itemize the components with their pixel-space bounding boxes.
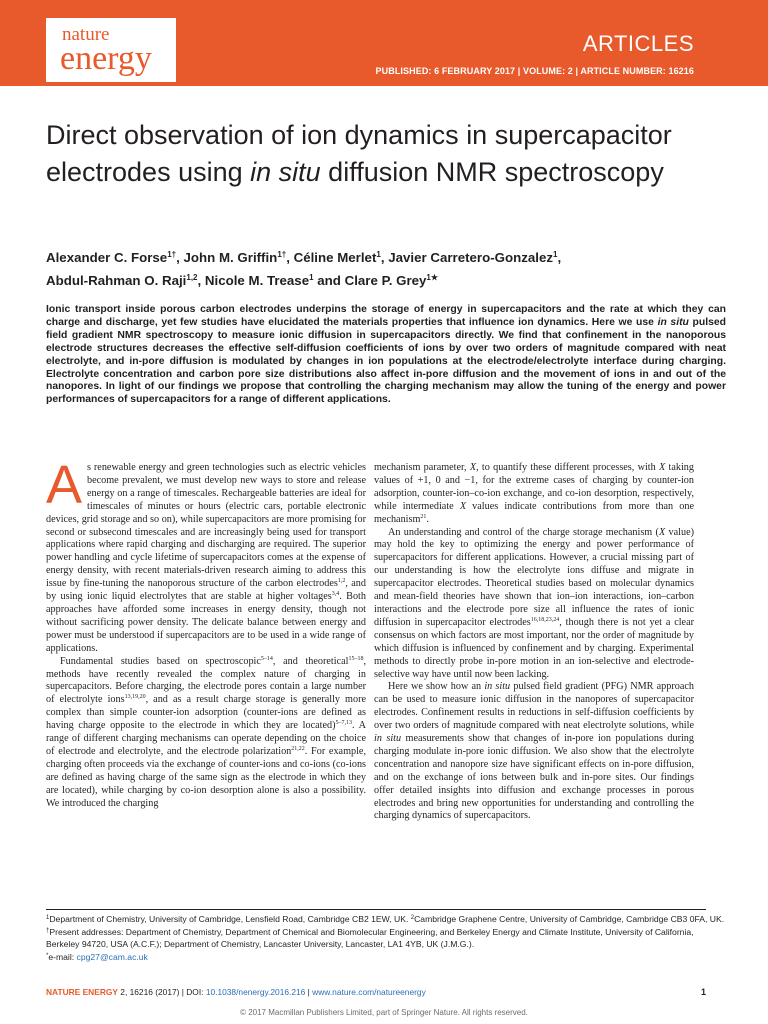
body-text: , and as a result charge storage is generally more complex than simple counter-ion adsorption (counter-ions are defined as having charge opposite to the electrode in which they are located) — [46, 694, 366, 732]
author-list: Alexander C. Forse$^{1\dagger}$, John M. Griffin$^{1\dagger}$, Céline Merlet$^1$, Javier Carretero-Gonzalez$^1$, Abdul-Rahman O. Raji$^{1,2}$, Nicole M. Trease$^1$ and Clare P. Grey$^{1★}$ — [46, 250, 562, 288]
reference-citation[interactable]: 21 — [420, 513, 427, 520]
body-text: measurements show that changes of in-pore ion populations during charging modulate in-pore ionic diffusion. We also show that the electrolyte concentration and nanopore size have significant effects on in-pore diffusion, and on the exchange of ions between bulk and in-pore sites. Our findings offer detailed insights into diffusion and exchange processes in porous electrodes and bring new opportunities for understanding and controlling the charging dynamics of supercapacitors. — [374, 733, 694, 822]
reference-citation[interactable]: 13,19,20 — [124, 694, 146, 701]
author-name[interactable]: Clare P. Grey — [344, 273, 427, 288]
body-paragraph — [46, 455, 366, 656]
article-title — [46, 117, 726, 191]
reference-citation[interactable]: 21,22 — [291, 745, 305, 752]
abstract-text-2: pulsed field gradient NMR spectroscopy to measure ionic diffusion in supercapacitors directly. We find that confinement in the nanoporous electrode structures decreases the effective self-diffusion coefficients of ions by over two orders of magnitude compared with neat electrolyte, and in-pore diffusion is modulated by changes in ion populations at the electrode/electrolyte interface during charging. Electrolyte concentration and carbon pore size distributions also affect in-pore diffusion and the movement of ions in and out of the nanopores. In light of our findings we propose that controlling the charging mechanism may allow the tuning of the energy and power performances of supercapacitors for a range of different applications. — [46, 316, 727, 406]
affiliation-marker: * — [46, 952, 49, 959]
abstract-italic: in situ — [657, 316, 689, 328]
footer-separator: | — [305, 987, 313, 997]
body-text: . For example, charging often proceeds via the exchange of counter-ions and co-ions (co-ions are defined as having charge of the same sign as the electrode in which they are located), while charging by co-ion desorption alone is also a possibility. We introduced the charging — [46, 745, 366, 809]
abstract-text-1: Ionic transport inside porous carbon electrodes underpins the storage of energy in supercapacitors and the rate at which they can charge and discharge, yet few studies have elucidated the materials properties that influence ion dynamics. Here we use — [46, 304, 726, 328]
body-text: . A range of different charging mechanisms can operate depending on the choice of electrode and electrolyte, and the electrode polarization — [46, 720, 367, 757]
author-name[interactable]: Abdul-Rahman O. Raji — [46, 273, 187, 288]
author-name[interactable]: Alexander C. Forse — [46, 250, 168, 265]
body-text: taking values of +1, 0 and −1, for the extreme cases of charging by counter-ion adsorption, counter-ion–co-ion exchange, and co-ion desorption, respectively, while intermediate — [374, 462, 694, 512]
body-text: . — [426, 513, 429, 525]
reference-citation[interactable]: 15–18 — [348, 655, 364, 662]
author-affiliation: 1 — [376, 250, 381, 259]
body-text: An understanding and control of the charge storage mechanism ( — [388, 526, 659, 538]
reference-citation[interactable]: 5–7,13 — [335, 720, 352, 727]
reference-citation[interactable]: 3,4 — [331, 591, 340, 598]
body-text: , though there is not yet a clear consensus on which factors are most important, nor the order of magnitude by which diffusion is influenced by confinement and by charging. Experimental methods to directly probe in-pore motion in an ion-selective and electrode-selective way have until now been lacking. — [374, 616, 694, 680]
reference-citation[interactable]: 1,2 — [337, 578, 346, 585]
author-affiliation: 1 — [309, 273, 314, 282]
body-paragraph — [374, 527, 694, 682]
drop-cap: A — [46, 455, 83, 515]
journal-banner — [0, 0, 768, 86]
author-affiliation: 1† — [167, 250, 177, 259]
math-variable: X — [659, 462, 666, 473]
math-variable: X — [459, 500, 467, 512]
math-variable: X — [469, 462, 477, 473]
body-text: values indicate contributions from more than one mechanism — [374, 500, 694, 525]
author-name[interactable]: Nicole M. Trease — [204, 273, 310, 288]
title-italic: in situ — [250, 157, 321, 187]
title-text-2: diffusion NMR spectroscopy — [320, 157, 664, 187]
author-name[interactable]: Céline Merlet — [293, 250, 377, 265]
italic-term: in situ — [374, 733, 402, 745]
abstract — [46, 304, 726, 407]
affiliation-marker: 2 — [410, 915, 415, 921]
author-affiliation: 1★ — [426, 273, 439, 282]
affiliations — [46, 913, 726, 963]
reference-citation[interactable]: 16,18,23,24 — [530, 616, 560, 623]
body-text: Here we show how an — [388, 681, 485, 693]
doi-link[interactable]: 10.1038/nenergy.2016.216 — [205, 987, 306, 997]
journal-logo[interactable] — [46, 18, 176, 82]
body-text: s renewable energy and green technologies such as electric vehicles become prevalent, we must develop new ways to store and release energy on a range of timescales. Rechargeable batteries are ideal for timescales of minutes or hours (electric cars, portable electronic devices, grid storage and so on), while supercapacitors are more promising for second or subsecond timescales and are increasingly being used for transport applications where rapid charging and discharging are required. The superior power handling and cycle lifetime of supercapacitors comes at the expense of energy density, with recent materials-driven research aiming to address this issue by fine-tuning the nanoporous structure of the carbon electrodes — [46, 462, 366, 590]
body-text: pulsed field gradient (PFG) NMR approach can be used to measure ionic diffusion in the nanopores of supercapacitor electrodes. Confinement results in reductions in self-diffusion coefficients by over two orders of magnitude compared with neat electrolyte solutions, while — [374, 681, 694, 732]
author-name[interactable]: Javier Carretero-Gonzalez — [388, 250, 554, 265]
body-text: value) may hold the key to optimizing the energy and power performance of supercapacitors for different applications. However, a crucial missing part of our understanding is how the electrolyte ions diffuse and migrate in supercapacitor electrodes. Theoretical studies based on molecular dynamics and mean-field theories have shown that ion–ion interactions, ion–carbon interactions and the electrode pore size all influence the rates of ionic diffusion in supercapacitor electrodes — [374, 526, 694, 628]
body-text: , to quantify these different processes, with — [476, 462, 659, 473]
body-text: Fundamental studies based on spectroscopic — [60, 655, 261, 667]
body-text: . Both approaches have afforded some increases in energy density, though not without sacrificing power density. The delicate balance between energy and power must be understood if supercapacitors are to be used in a wide range of applications. — [46, 591, 366, 654]
section-label: ARTICLES — [582, 31, 694, 56]
body-column-right — [374, 462, 694, 823]
body-text: , and by using ionic liquid electrolytes that are stable at higher voltages — [46, 578, 366, 603]
author-affiliation: 1† — [277, 250, 287, 259]
affiliation-text: Department of Chemistry, University of Cambridge, Lensfield Road, Cambridge CB2 1EW, UK. — [49, 914, 411, 924]
body-paragraph — [374, 681, 694, 823]
body-paragraph — [46, 656, 366, 811]
math-variable: X — [658, 526, 666, 538]
authors-and: and — [317, 273, 341, 288]
page-footer — [46, 987, 726, 997]
journal-website-link[interactable]: www.nature.com/natureenergy — [312, 987, 426, 997]
author-name[interactable]: John M. Griffin — [183, 250, 278, 265]
italic-term: in situ — [484, 681, 511, 693]
body-text: mechanism parameter, — [374, 462, 470, 473]
affiliation-text: Cambridge Graphene Centre, University of Cambridge, Cambridge CB3 0FA, UK. — [414, 914, 725, 924]
affiliation-text: Present addresses: Department of Chemistry, Department of Chemical and Biomolecular Engineering, and Berkeley Energy and Climate Institute, University of California, Berkeley 94720, USA (A.C.F.); Department of Chemistry, Lancaster University, Lancaster, LA1 4YB, UK (J.M.G.). — [46, 926, 694, 949]
body-paragraph — [374, 462, 694, 527]
logo-energy-text: energy — [60, 40, 152, 77]
page-number: 1 — [700, 987, 706, 997]
logo-nature-text: nature — [62, 24, 110, 45]
body-text: , methods have recently revealed the complex nature of charging in supercapacitors. Before charging, the electrode pores contain a large number of electrolyte ions — [46, 655, 366, 706]
email-label: e-mail: — [48, 951, 77, 962]
copyright-notice: © 2017 Macmillan Publishers Limited, part of Springer Nature. All rights reserved. — [240, 1008, 528, 1017]
affiliation-marker: 1 — [46, 915, 50, 921]
footer-journal: NATURE ENERGY — [46, 987, 118, 997]
body-text: , and theoretical — [272, 655, 349, 667]
email-link[interactable]: cpg27@cam.ac.uk — [76, 951, 148, 962]
affiliation-marker: † — [46, 927, 50, 934]
title-text-1: Direct observation of ion dynamics in supercapacitor electrodes using — [46, 120, 672, 187]
body-column-left — [46, 455, 367, 810]
author-affiliation: 1,2 — [186, 273, 198, 282]
author-affiliation: 1 — [553, 250, 558, 259]
publication-info: PUBLISHED: 6 FEBRUARY 2017 | VOLUME: 2 | ARTICLE NUMBER: 16216 — [375, 66, 694, 76]
footer-citation: 2, 16216 (2017) | DOI: — [117, 987, 206, 997]
reference-citation[interactable]: 5–14 — [260, 655, 273, 662]
footnote-divider — [46, 909, 706, 910]
